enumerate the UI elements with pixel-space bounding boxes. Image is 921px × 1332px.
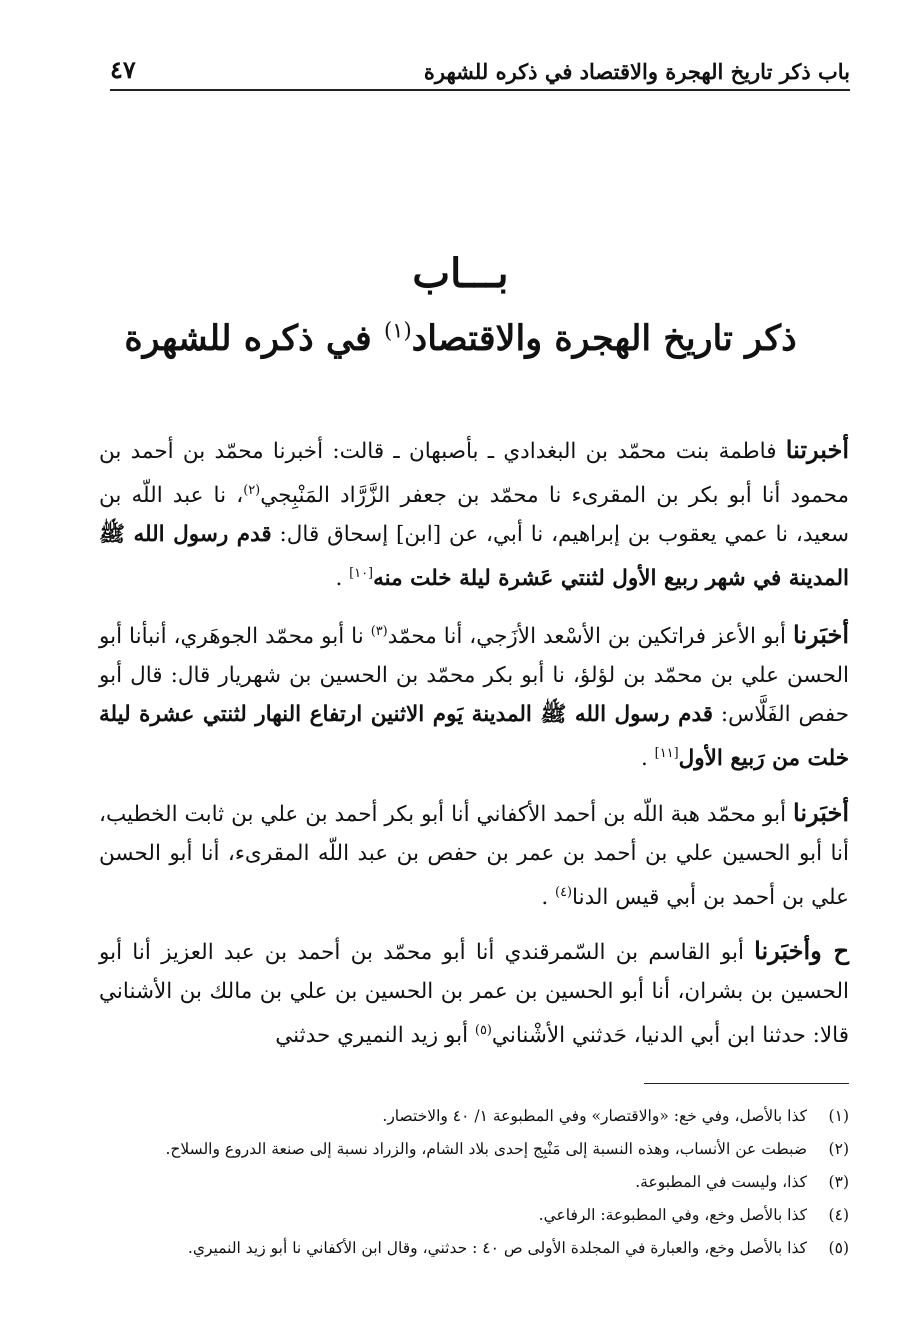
paragraph-lead: أخبرتنا (785, 435, 849, 464)
footnote-ref: (٣) (370, 624, 388, 640)
footnote (89, 1232, 849, 1265)
footnote-text: كذا بالأصل وخع، وفي المطبوعة: الرفاعي. (538, 1206, 807, 1224)
paragraph (99, 612, 849, 778)
paragraph-text: أبو زيد النميري حدثني (275, 1022, 475, 1048)
paragraph-text: أبو محمّد هبة اللّه بن أحمد الأكفاني أنا أبو بكر أحمد بن علي بن ثابت الخطيب، أنا أبو الحسين علي بن أحمد بن عمر بن حفص بن عبد اللّه المقرىء، أنا أبو الحسن علي بن أحمد بن أبي قيس الدنا (99, 801, 849, 910)
chapter-title (0, 318, 921, 359)
chapter-word: بـــاب (412, 250, 509, 297)
chapter-title-main: ذكر تاريخ الهجرة والاقتصاد (411, 318, 797, 359)
paragraph-text: أبو القاسم بن السّمرقندي أنا أبو محمّد بن أحمد بن عبد العزيز أنا أبو الحسين بن بشران، أنا أبو الحسين بن عمر بن الحسين بن علي بن مالك بن الأشناني قالا: حدثنا ابن أبي الدنيا، حَدثني الأشْناني (99, 939, 849, 1048)
paragraph-bold-text: قدم رسول الله ﷺ المدينة في شهر ربيع الأول لثنتي عَشرة ليلة خلت منه (99, 522, 849, 592)
paragraph-text: أبو الأعز فراتكين بن الأسْعد الأزَجي، أنا محمّد (387, 624, 794, 650)
body-text (99, 430, 849, 1069)
page-number: ٤٧ (110, 55, 136, 84)
paragraph-text: . (335, 566, 350, 592)
footnote-text: كذا بالأصل، وفي خع: «والاقتصار» وفي المطبوعة ١/ ٤٠ والاختصار. (382, 1107, 807, 1125)
footnote-text: ضبطت عن الأنساب، وهذه النسبة إلى مَنْبِج إحدى بلاد الشام، والزراد نسبة إلى صنعة الدروع والسلاح. (165, 1140, 807, 1158)
paragraph (99, 793, 849, 917)
footnote-ref: [١١] (654, 746, 679, 762)
paragraph-text: . (641, 746, 655, 772)
footnotes (89, 1100, 849, 1265)
footnote (89, 1199, 849, 1232)
paragraph-text: . (541, 884, 556, 910)
footnote-text: كذا، وليست في المطبوعة. (635, 1173, 807, 1191)
paragraph-lead: أخبَرنا (793, 797, 849, 827)
footnote-text: كذا بالأصل وخع، والعبارة في المجلدة الأولى ص ٤٠ : حدثني، وقال ابن الأكفاني نا أبو زيد النميري. (187, 1239, 807, 1257)
paragraph-bold-text: قدم رسول الله ﷺ المدينة يَوم الاثنين ارتفاع النهار لثنتي عشرة ليلة خلت من رَبيع الأول (99, 702, 849, 772)
paragraph-lead: ح وأخبَرنا (754, 935, 850, 965)
paragraph-text: ، نا عبد اللّه بن سعيد، نا عمي يعقوب بن إبراهيم، نا أبي، عن [ابن] إسحاق قال: (99, 483, 849, 548)
footnote-ref: [١٠] (349, 566, 374, 582)
paragraph-text: فاطمة بنت محمّد بن البغدادي ـ بأصبهان ـ قالت: أخبرنا محمّد بن أحمد بن محمود أنا أبو بكر بن المقرىء نا محمّد بن جعفر الزَّرَّاد المَنْبِجي (99, 439, 849, 509)
footnote-ref: (٥) (474, 1022, 492, 1038)
footnote (89, 1166, 849, 1199)
footnote-number: (٤) (828, 1206, 849, 1224)
footnote-number: (٥) (828, 1239, 849, 1257)
footnote-ref: (٤) (555, 884, 573, 900)
footnote-ref: (١) (383, 318, 412, 343)
footnote (89, 1133, 849, 1166)
footnote-divider (644, 1083, 849, 1084)
footnote (89, 1100, 849, 1133)
paragraph (99, 430, 849, 598)
chapter-title-rest: في ذكره للشهرة (124, 318, 372, 359)
footnote-number: (٢) (828, 1140, 849, 1158)
footnote-ref: (٢) (243, 483, 261, 498)
running-header (110, 55, 850, 91)
paragraph-text: نا أبو محمّد الجوهَري، أنبأنا أبو الحسن علي بن محمّد بن لؤلؤ، نا أبو بكر محمّد بن الحسين بن شهريار قال: قال أبو حفص الفَلَّاس: (99, 624, 849, 728)
running-header-title: باب ذكر تاريخ الهجرة والاقتصاد في ذكره للشهرة (423, 59, 850, 84)
paragraph (99, 931, 849, 1055)
paragraph-lead: أخبَرنا (793, 620, 849, 650)
footnote-number: (٣) (828, 1173, 849, 1191)
footnote-number: (١) (828, 1107, 849, 1125)
